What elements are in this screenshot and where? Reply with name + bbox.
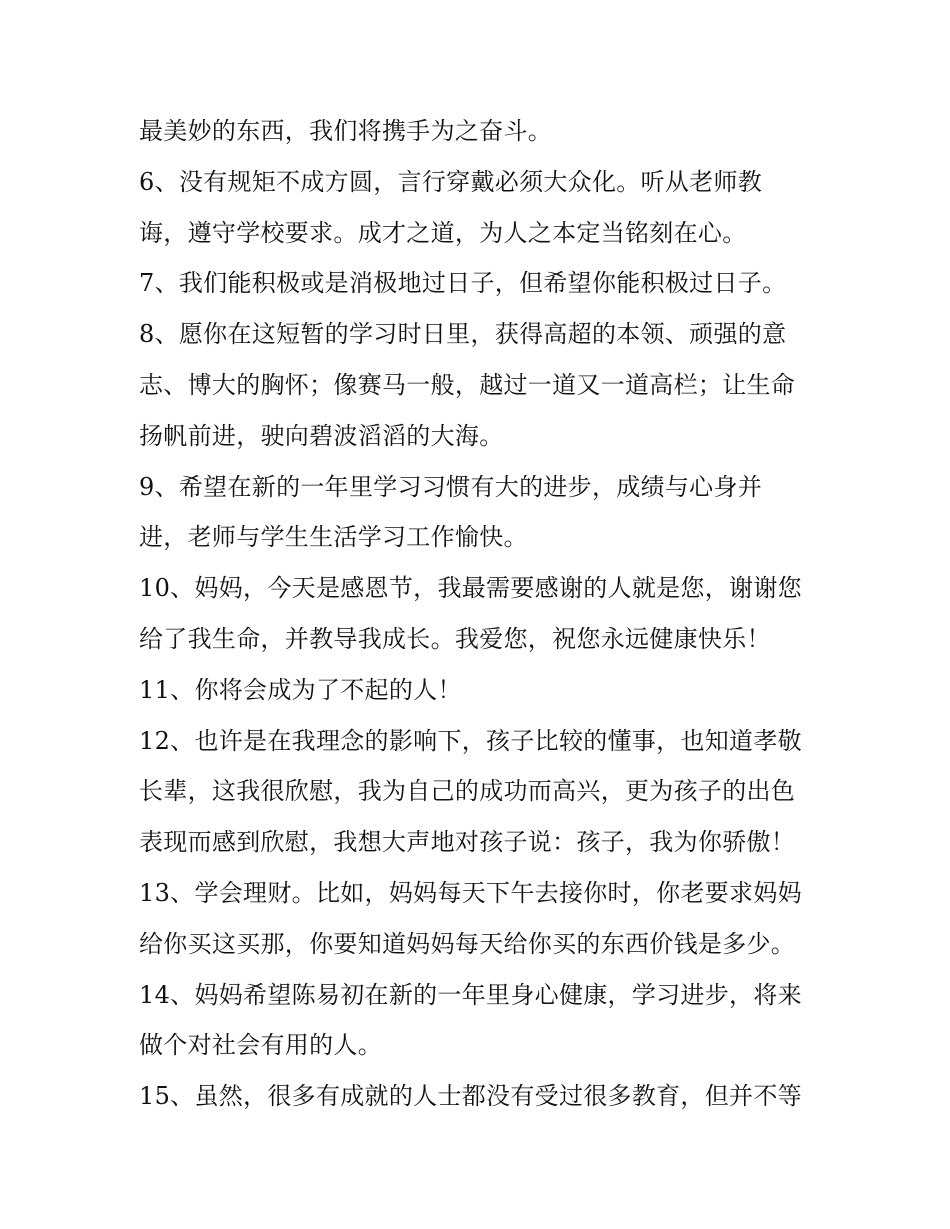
text-line-13: 12、也许是在我理念的影响下，孩子比较的懂事，也知道孝敬 — [139, 726, 802, 755]
text-line-11: 给了我生命，并教导我成长。我爱您，祝您永远健康快乐！ — [139, 624, 771, 653]
text-line-18: 14、妈妈希望陈易初在新的一年里身心健康，学习进步，将来 — [139, 980, 802, 1009]
text-line-5: 8、愿你在这短暂的学习时日里，获得高超的本领、顽强的意 — [139, 320, 787, 349]
text-line-4: 7、我们能积极或是消极地过日子，但希望你能积极过日子。 — [139, 269, 787, 298]
text-line-15: 表现而感到欣慰，我想大声地对孩子说：孩子，我为你骄傲！ — [139, 828, 796, 857]
text-line-10: 10、妈妈，今天是感恩节，我最需要感谢的人就是您，谢谢您 — [139, 574, 802, 603]
text-line-17: 给你买这买那，你要知道妈妈每天给你买的东西价钱是多少。 — [139, 929, 796, 958]
text-line-3: 诲，遵守学校要求。成才之道，为人之本定当铭刻在心。 — [139, 218, 747, 247]
text-line-8: 9、希望在新的一年里学习习惯有大的进步，成绩与心身并 — [139, 472, 763, 501]
text-line-14: 长辈，这我很欣慰，我为自己的成功而高兴，更为孩子的出色 — [139, 777, 796, 806]
text-line-6: 志、博大的胸怀；像赛马一般，越过一道又一道高栏；让生命 — [139, 370, 796, 399]
text-line-2: 6、没有规矩不成方圆，言行穿戴必须大众化。听从老师教 — [139, 167, 763, 196]
text-line-1: 最美妙的东西，我们将携手为之奋斗。 — [139, 117, 553, 145]
body-text — [139, 106, 819, 1122]
text-line-7: 扬帆前进，驶向碧波滔滔的大海。 — [139, 421, 504, 450]
text-line-19: 做个对社会有用的人。 — [139, 1031, 382, 1060]
text-line-20: 15、虽然，很多有成就的人士都没有受过很多教育，但并不等 — [139, 1082, 802, 1111]
text-line-12: 11、你将会成为了不起的人！ — [139, 675, 462, 704]
text-line-9: 进，老师与学生生活学习工作愉快。 — [139, 523, 528, 552]
text-line-16: 13、学会理财。比如，妈妈每天下午去接你时，你老要求妈妈 — [139, 878, 802, 907]
